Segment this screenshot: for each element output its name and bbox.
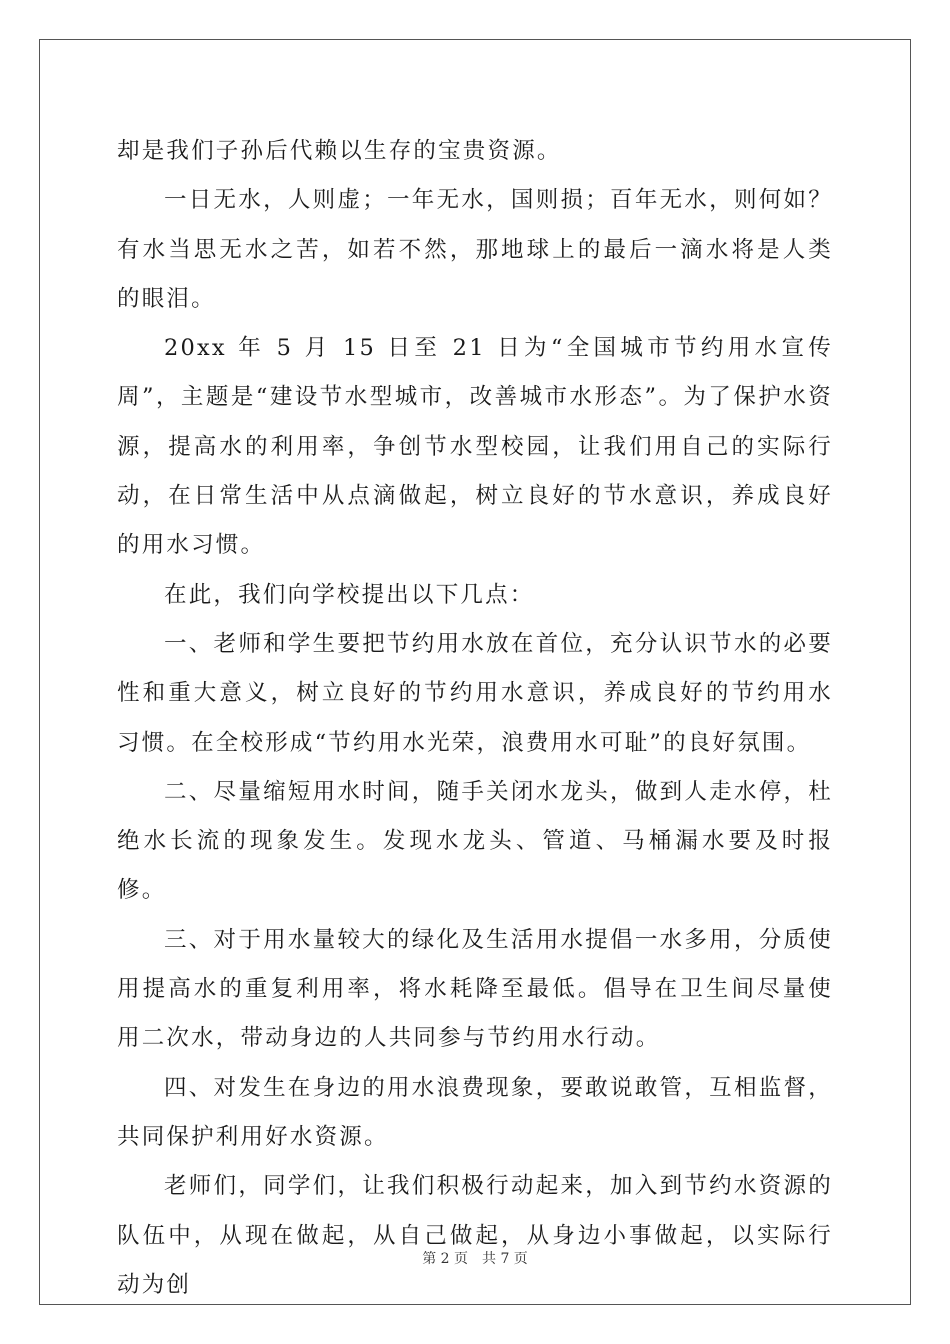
paragraph-7: 三、对于用水量较大的绿化及生活用水提倡一水多用，分质使用提高水的重复利用率，将水耗降至最低。倡导在卫生间尽量使用二次水，带动身边的人共同参与节约用水行动。 bbox=[117, 926, 833, 1052]
paragraph-9: 老师们，同学们，让我们积极行动起来，加入到节约水资源的队伍中，从现在做起，从自己做起，从身边小事做起，以实际行动为创 bbox=[117, 1173, 833, 1298]
paragraph-1: 却是我们子孙后代赖以生存的宝贵资源。 bbox=[117, 138, 562, 164]
paragraph-6: 二、尽量缩短用水时间，随手关闭水龙头，做到人走水停，杜绝水长流的现象发生。发现水龙头、管道、马桶漏水要及时报修。 bbox=[117, 778, 833, 904]
page-footer bbox=[0, 1248, 950, 1268]
paragraph-8: 四、对发生在身边的用水浪费现象，要敢说敢管，互相监督，共同保护利用好水资源。 bbox=[117, 1074, 833, 1150]
page-total: 共 7 页 bbox=[482, 1251, 528, 1267]
page-number: 第 2 页 bbox=[422, 1251, 468, 1267]
paragraph-5: 一、老师和学生要把节约用水放在首位，充分认识节水的必要性和重大意义，树立良好的节约用水意识，养成良好的节约用水习惯。在全校形成“节约用水光荣，浪费用水可耻”的良好氛围。 bbox=[117, 630, 833, 756]
paragraph-2: 一日无水，人则虚；一年无水，国则损；百年无水，则何如？有水当思无水之苦，如若不然，那地球上的最后一滴水将是人类的眼泪。 bbox=[117, 187, 833, 312]
paragraph-4: 在此，我们向学校提出以下几点： bbox=[164, 581, 535, 608]
paragraph-3: 20xx 年 5 月 15 日至 21 日为“全国城市节约用水宣传周”，主题是“建设节水型城市，改善城市水形态”。为了保护水资源，提高水的利用率，争创节水型校园，让我们用自己的实际行动，在日常生活中从点滴做起，树立良好的节水意识，养成良好的用水习惯。 bbox=[117, 335, 833, 559]
document-body bbox=[117, 127, 833, 1310]
